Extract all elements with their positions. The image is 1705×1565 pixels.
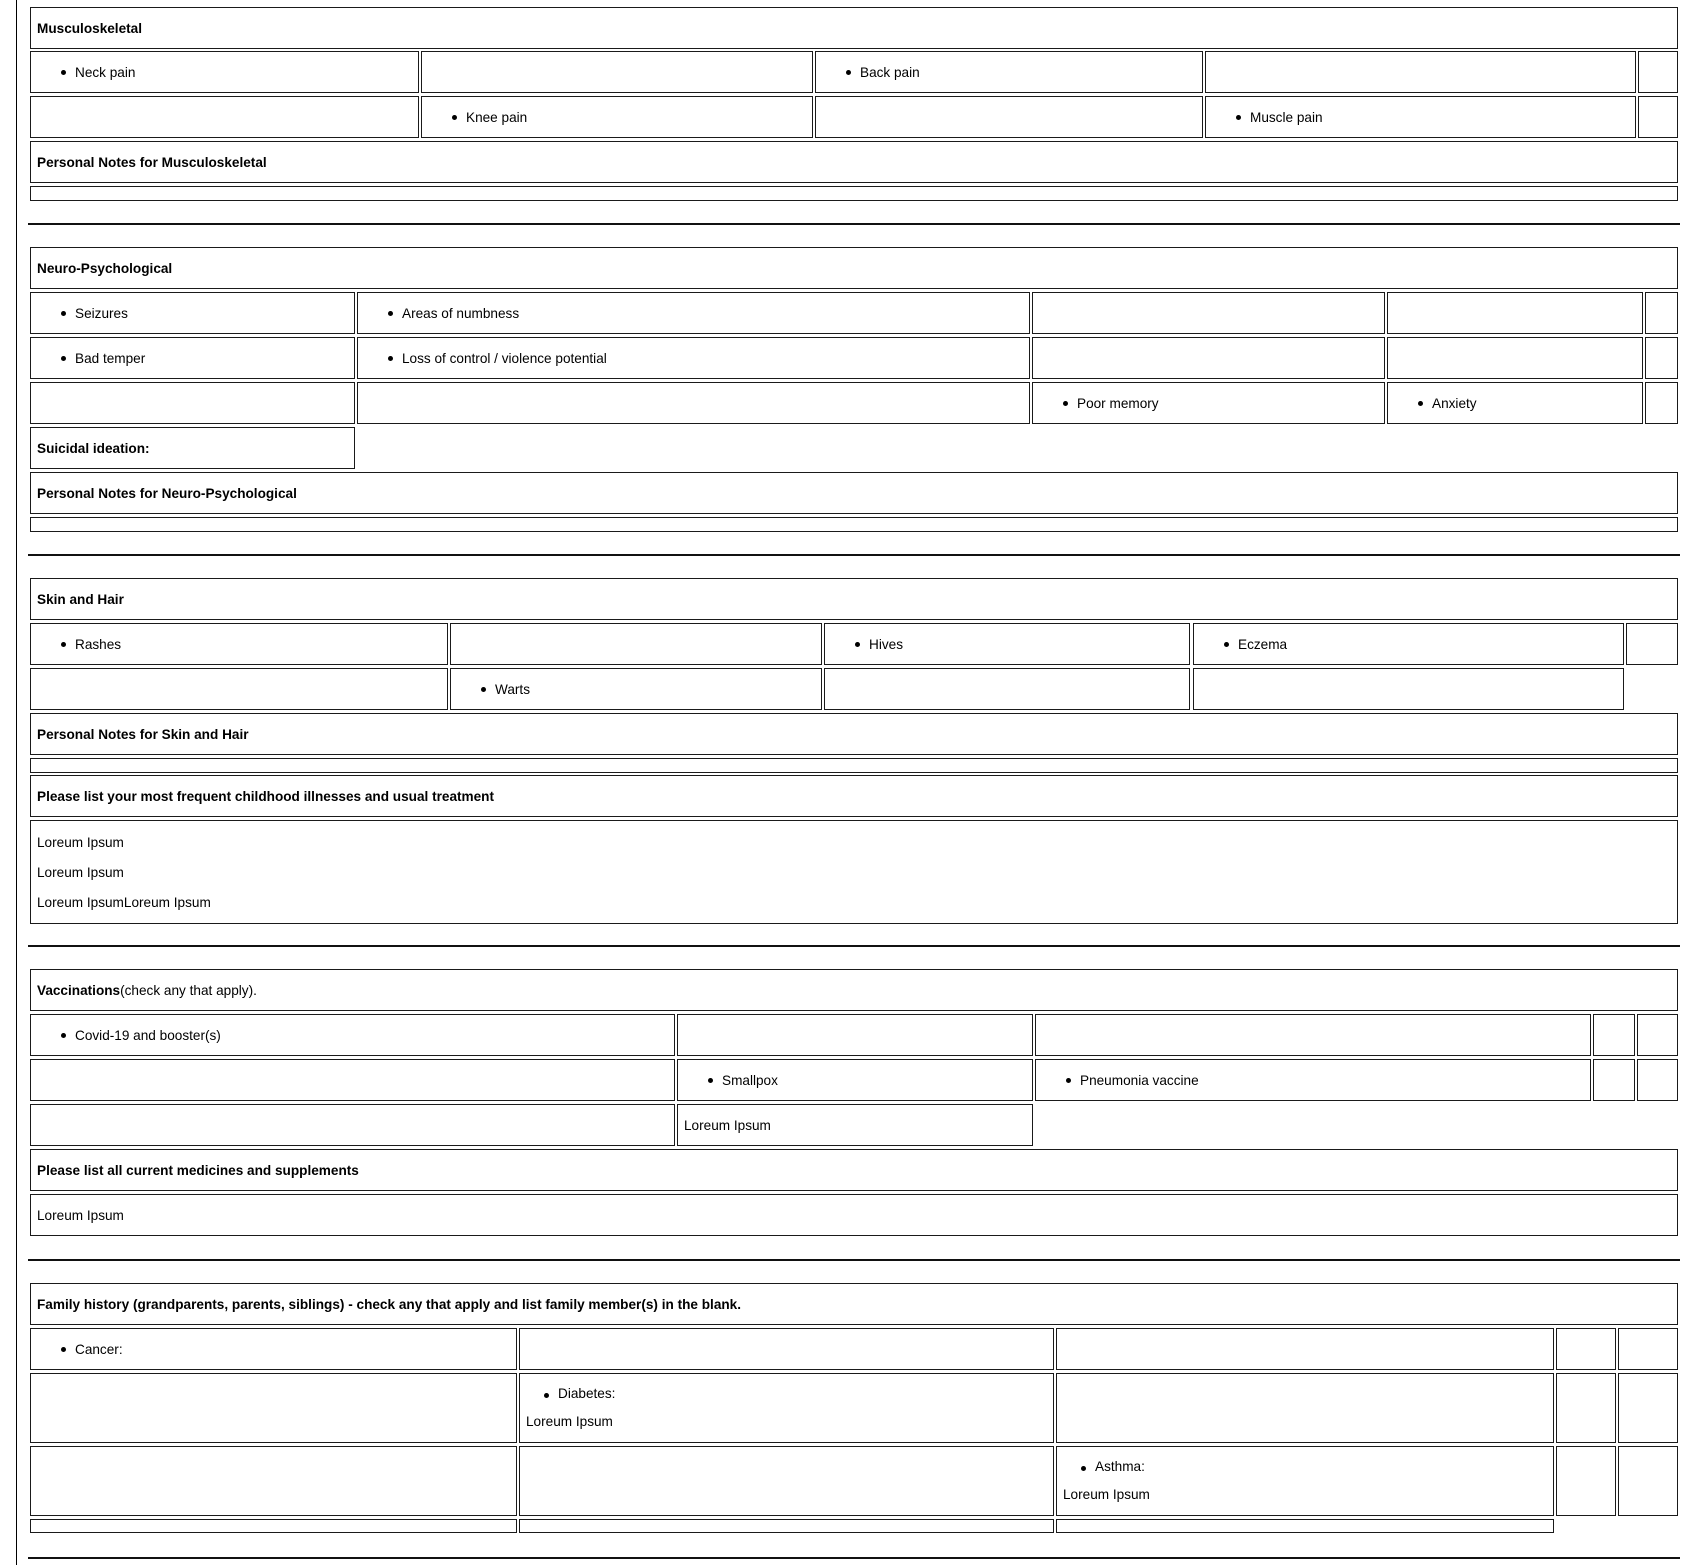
skin-notes-field[interactable] — [30, 758, 1678, 773]
bullet-icon — [61, 70, 66, 75]
empty-cell — [1387, 337, 1643, 379]
item-label: Neck pain — [75, 64, 136, 80]
checkbox-warts[interactable] — [450, 668, 822, 710]
checkbox-smallpox[interactable] — [677, 1059, 1033, 1101]
checkbox-knee-pain[interactable] — [421, 96, 813, 138]
medicines-value: Loreum Ipsum — [37, 1207, 124, 1223]
empty-cell — [357, 382, 1030, 424]
family-blank-field[interactable] — [519, 1519, 1054, 1533]
checkbox-eczema[interactable] — [1193, 623, 1624, 665]
skin-heading-text: Skin and Hair — [37, 591, 124, 607]
item-label: Eczema — [1238, 636, 1288, 652]
bullet-icon — [61, 642, 66, 647]
checkbox-cancer[interactable] — [30, 1328, 517, 1370]
empty-cell — [1645, 337, 1678, 379]
empty-cell — [1626, 623, 1678, 665]
medicines-heading-text: Please list all current medicines and supplements — [37, 1162, 359, 1178]
section-divider — [28, 223, 1680, 225]
checkbox-loss-of-control[interactable] — [357, 337, 1030, 379]
bullet-icon — [61, 356, 66, 361]
empty-cell — [1387, 292, 1643, 334]
item-label: Areas of numbness — [402, 305, 520, 321]
family-history-heading — [30, 1283, 1678, 1325]
empty-cell — [450, 623, 822, 665]
empty-cell — [1556, 1373, 1616, 1443]
empty-cell — [1556, 1328, 1616, 1370]
family-heading-text: Family history (grandparents, parents, siblings) - check any that apply and list family member(s) in the blank. — [37, 1296, 742, 1312]
item-label: Diabetes: — [558, 1386, 616, 1401]
empty-cell — [1556, 1446, 1616, 1516]
item-label: Loss of control / violence potential — [402, 350, 607, 366]
checkbox-muscle-pain[interactable] — [1205, 96, 1636, 138]
musculoskeletal-heading — [30, 7, 1678, 49]
bullet-icon — [61, 1033, 66, 1038]
empty-cell — [1645, 382, 1678, 424]
empty-cell — [1593, 1059, 1635, 1101]
empty-cell — [1618, 1373, 1678, 1443]
family-blank-field[interactable] — [1056, 1519, 1554, 1533]
empty-cell — [30, 1446, 517, 1516]
neuro-notes-heading — [30, 472, 1678, 514]
bullet-icon — [846, 70, 851, 75]
musculoskeletal-notes-field[interactable] — [30, 186, 1678, 201]
childhood-line: Loreum IpsumLoreum Ipsum — [37, 895, 211, 910]
bullet-icon — [855, 642, 860, 647]
empty-cell — [1637, 1014, 1678, 1056]
checkbox-back-pain[interactable] — [815, 51, 1203, 93]
empty-cell — [519, 1446, 1054, 1516]
checkbox-anxiety[interactable] — [1387, 382, 1643, 424]
empty-cell — [815, 96, 1203, 138]
checkbox-covid-19[interactable] — [30, 1014, 675, 1056]
empty-cell — [1637, 1059, 1678, 1101]
bullet-icon — [1224, 642, 1229, 647]
bullet-icon — [1236, 115, 1241, 120]
vaccinations-heading-rest: (check any that apply). — [120, 982, 257, 998]
checkbox-pneumonia-vaccine[interactable] — [1035, 1059, 1591, 1101]
empty-cell — [1035, 1014, 1591, 1056]
empty-cell — [1193, 668, 1624, 710]
bullet-icon — [708, 1078, 713, 1083]
item-label: Smallpox — [722, 1072, 778, 1088]
family-blank-field[interactable] — [30, 1519, 517, 1533]
vaccinations-other-value: Loreum Ipsum — [684, 1117, 771, 1133]
page-left-border — [16, 0, 17, 1565]
childhood-heading-text: Please list your most frequent childhood illnesses and usual treatment — [37, 788, 495, 804]
bullet-icon — [452, 115, 457, 120]
childhood-illnesses-heading — [30, 775, 1678, 817]
checkbox-hives[interactable] — [824, 623, 1190, 665]
item-label: Back pain — [860, 64, 920, 80]
vaccinations-heading — [30, 969, 1678, 1011]
section-divider — [28, 1259, 1680, 1261]
item-label: Rashes — [75, 636, 122, 652]
section-divider — [28, 945, 1680, 947]
checkbox-diabetes[interactable] — [519, 1373, 1054, 1443]
childhood-line: Loreum Ipsum — [37, 835, 124, 850]
empty-cell — [1056, 1373, 1554, 1443]
musculoskeletal-heading-text: Musculoskeletal — [37, 20, 143, 36]
empty-cell — [519, 1328, 1054, 1370]
checkbox-areas-of-numbness[interactable] — [357, 292, 1030, 334]
item-label: Warts — [495, 681, 530, 697]
childhood-line: Loreum Ipsum — [37, 865, 124, 880]
childhood-illnesses-field[interactable] — [30, 820, 1678, 924]
vaccinations-heading-bold: Vaccinations — [37, 982, 121, 998]
notes-heading-text: Personal Notes for Skin and Hair — [37, 726, 249, 742]
empty-cell — [30, 1104, 675, 1146]
empty-cell — [30, 1373, 517, 1443]
empty-cell — [1032, 337, 1385, 379]
item-label: Asthma: — [1095, 1459, 1145, 1474]
empty-cell — [1618, 1328, 1678, 1370]
empty-cell — [1618, 1446, 1678, 1516]
bullet-icon — [1081, 1466, 1086, 1471]
section-divider — [28, 554, 1680, 556]
item-label: Knee pain — [466, 109, 528, 125]
diabetes-note: Loreum Ipsum — [526, 1414, 613, 1429]
item-label: Pneumonia vaccine — [1080, 1072, 1199, 1088]
section-divider — [28, 1557, 1680, 1559]
bullet-icon — [1418, 401, 1423, 406]
skin-notes-heading — [30, 713, 1678, 755]
item-label: Seizures — [75, 305, 128, 321]
suicidal-ideation-text: Suicidal ideation: — [37, 440, 150, 456]
suicidal-ideation-label — [30, 427, 355, 469]
diabetes-item — [558, 1386, 615, 1401]
neuro-notes-field[interactable] — [30, 517, 1678, 532]
checkbox-neck-pain[interactable] — [30, 51, 419, 93]
bullet-icon — [388, 356, 393, 361]
empty-cell — [1645, 292, 1678, 334]
bullet-icon — [61, 1347, 66, 1352]
item-label: Anxiety — [1432, 395, 1477, 411]
item-label: Covid-19 and booster(s) — [75, 1027, 221, 1043]
notes-heading-text: Personal Notes for Neuro-Psychological — [37, 485, 297, 501]
vaccinations-other-field[interactable] — [677, 1104, 1033, 1146]
asthma-item — [1095, 1459, 1145, 1474]
empty-cell — [1638, 96, 1678, 138]
item-label: Hives — [869, 636, 903, 652]
neuro-heading — [30, 247, 1678, 289]
checkbox-asthma[interactable] — [1056, 1446, 1554, 1516]
notes-heading-text: Personal Notes for Musculoskeletal — [37, 154, 267, 170]
medicines-heading — [30, 1149, 1678, 1191]
item-label: Bad temper — [75, 350, 146, 366]
medicines-field[interactable] — [30, 1194, 1678, 1236]
item-label: Muscle pain — [1250, 109, 1323, 125]
empty-cell — [30, 96, 419, 138]
empty-cell — [30, 668, 448, 710]
item-label: Poor memory — [1077, 395, 1159, 411]
musculoskeletal-notes-heading — [30, 141, 1678, 183]
checkbox-bad-temper[interactable] — [30, 337, 355, 379]
empty-cell — [30, 1059, 675, 1101]
empty-cell — [824, 668, 1190, 710]
item-label: Cancer: — [75, 1341, 123, 1357]
bullet-icon — [1066, 1078, 1071, 1083]
bullet-icon — [544, 1393, 549, 1398]
checkbox-rashes[interactable] — [30, 623, 448, 665]
empty-cell — [421, 51, 813, 93]
empty-cell — [1638, 51, 1678, 93]
skin-heading — [30, 578, 1678, 620]
empty-cell — [30, 382, 355, 424]
bullet-icon — [388, 311, 393, 316]
bullet-icon — [1063, 401, 1068, 406]
empty-cell — [1593, 1014, 1635, 1056]
empty-cell — [1056, 1328, 1554, 1370]
bullet-icon — [61, 311, 66, 316]
bullet-icon — [481, 687, 486, 692]
neuro-heading-text: Neuro-Psychological — [37, 260, 173, 276]
empty-cell — [1205, 51, 1636, 93]
checkbox-poor-memory[interactable] — [1032, 382, 1385, 424]
empty-cell — [677, 1014, 1033, 1056]
asthma-note: Loreum Ipsum — [1063, 1487, 1150, 1502]
empty-cell — [1032, 292, 1385, 334]
checkbox-seizures[interactable] — [30, 292, 355, 334]
